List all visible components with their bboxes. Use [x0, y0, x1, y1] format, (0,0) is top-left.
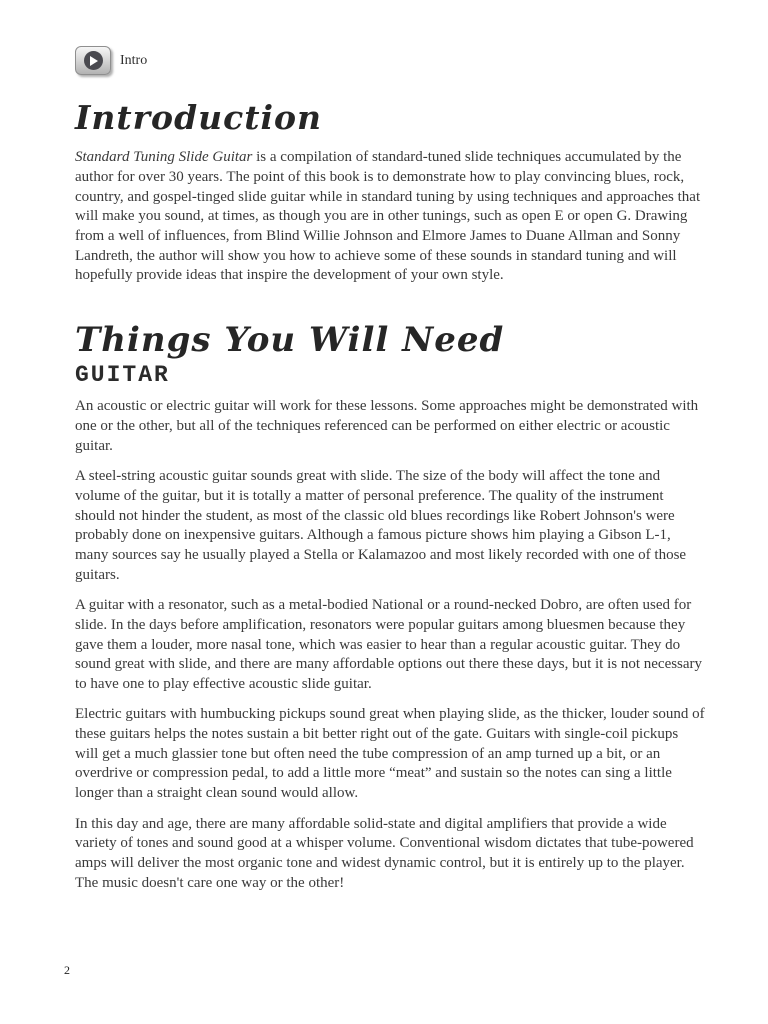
guitar-paragraph-2: A steel-string acoustic guitar sounds great with slide. The size of the body will affect the tone and volume of the guitar, but it is totally a matter of personal preference. The quality of the instrument should not hinder the student, as most of the classic old blues recordings like Robert Johnson's were probably done on inexpensive guitars. Although a famous picture shows him playing a Gibson L-1, many sources say he usually played a Stella or Kalamazoo and most likely recorded with one of those guitars.: [75, 468, 687, 583]
guitar-section-heading: GUITAR: [75, 362, 170, 389]
introduction-paragraph-text: is a compilation of standard-tuned slide techniques accumulated by the author for over 30 years. The point of this book is to demonstrate how to play convincing blues, rock, country, and gospel-tinged slide guitar while in standard tuning by using techniques and approaches that will make you sound, at times, as though you are in other tunings, such as open E or open G. Drawing from a well of influences, from Blind Willie Johnson and Elmore James to Duane Allman and Sonny Landreth, the author will show you how to achieve some of these sounds in standard tuning and will hopefully provide ideas that inspire the development of your own style.: [75, 149, 701, 284]
page-number: 2: [64, 963, 70, 977]
play-button[interactable]: [75, 46, 111, 75]
book-title-italic: Standard Tuning Slide Guitar: [75, 149, 253, 166]
play-triangle-icon: [90, 56, 98, 66]
introduction-title: Introduction: [75, 98, 323, 137]
guitar-paragraph-3: A guitar with a resonator, such as a metal-bodied National or a round-necked Dobro, are often used for slide. In the days before amplification, resonators were popular guitars among bluesmen because they gave them a louder, more nasal tone, which was easier to hear than a regular acoustic guitar. They do sound great with slide, and there are many affordable options out there these days, but it is not necessary to have one to play effective acoustic slide guitar.: [75, 597, 703, 692]
introduction-paragraph: [75, 148, 705, 285]
guitar-paragraph-1: An acoustic or electric guitar will work for these lessons. Some approaches might be demonstrated with one or the other, but all of the techniques referenced can be performed on either electric or acoustic guitar.: [75, 398, 699, 454]
intro-audio-badge: [75, 46, 705, 75]
intro-badge-label: Intro: [120, 52, 148, 68]
play-icon: [84, 51, 103, 70]
guitar-paragraph-5: In this day and age, there are many affordable solid-state and digital amplifiers that provide a wide variety of tones and sound good at a whisper volume. Conventional wisdom dictates that tube-powered amps will deliver the most organic tone and widest dynamic control, but it is entirely up to the player. The music doesn't care one way or the other!: [75, 815, 694, 891]
guitar-paragraph-4: Electric guitars with humbucking pickups sound great when playing slide, as the thicker, louder sound of these guitars helps the notes sustain a bit better right out of the gate. Guitars with single-coil pickups will get a much glassier tone but often need the tube compression of an amp turned up a bit, or an overdrive or compression pedal, to add a little more “meat” and sustain so the notes can sing a little longer than a straight clean sound would allow.: [75, 706, 705, 801]
things-you-will-need-title: Things You Will Need: [75, 319, 505, 360]
page-content: [75, 46, 705, 904]
